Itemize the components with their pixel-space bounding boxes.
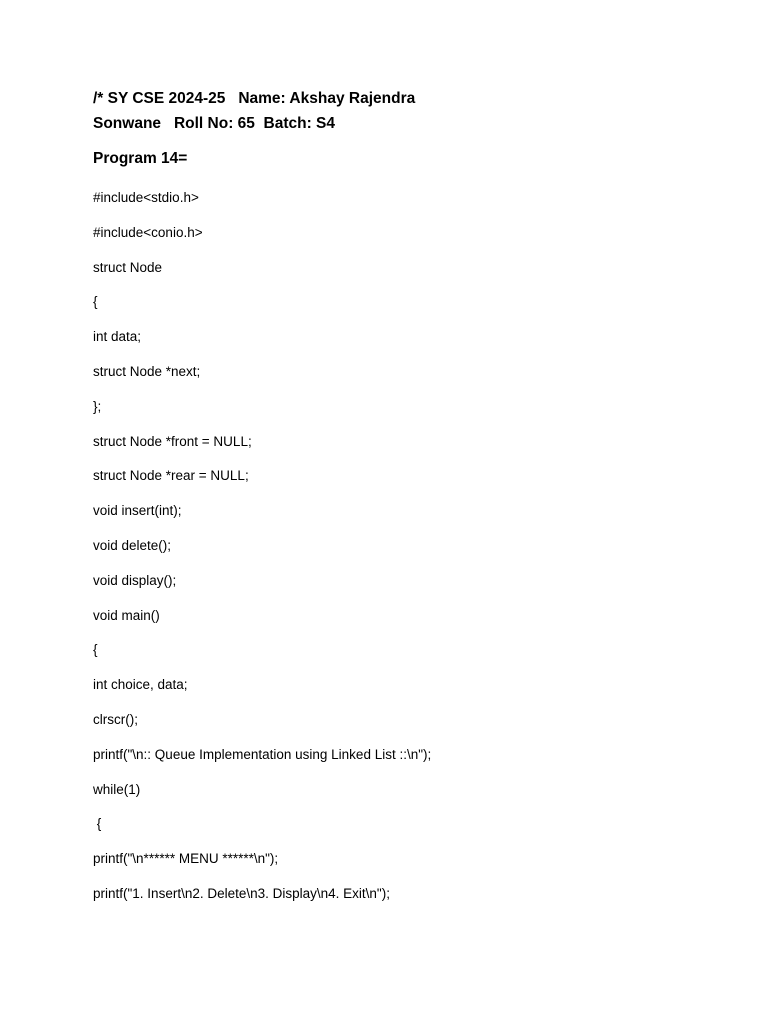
code-line: int choice, data; [93, 677, 188, 693]
code-line: { [93, 294, 98, 310]
code-line: printf("\n****** MENU ******\n"); [93, 851, 279, 867]
code-line: void insert(int); [93, 503, 182, 519]
header-line-1: /* SY CSE 2024-25 Name: Akshay Rajendra [93, 90, 416, 107]
header-line-2: Sonwane Roll No: 65 Batch: S4 [93, 115, 336, 132]
code-listing [93, 186, 733, 917]
code-line: int data; [93, 329, 142, 345]
code-line: clrscr(); [93, 711, 138, 727]
code-line: void main() [93, 607, 160, 623]
program-title: Program 14= [93, 150, 188, 167]
code-line: void display(); [93, 572, 177, 588]
code-line: { [93, 816, 102, 832]
code-line: struct Node *next; [93, 363, 201, 379]
code-line: struct Node *rear = NULL; [93, 468, 249, 484]
code-line: while(1) [93, 781, 141, 797]
code-line: struct Node [93, 259, 163, 275]
code-line: printf("\n:: Queue Implementation using Linked List ::\n"); [93, 746, 432, 762]
code-line: void delete(); [93, 537, 172, 553]
code-line: struct Node *front = NULL; [93, 433, 252, 449]
code-line: #include<stdio.h> [93, 190, 199, 205]
code-line: #include<conio.h> [93, 224, 203, 240]
code-line: printf("1. Insert\n2. Delete\n3. Display\n4. Exit\n"); [93, 885, 390, 901]
code-line: { [93, 642, 98, 658]
document-header [93, 86, 693, 136]
code-line: }; [93, 398, 102, 414]
